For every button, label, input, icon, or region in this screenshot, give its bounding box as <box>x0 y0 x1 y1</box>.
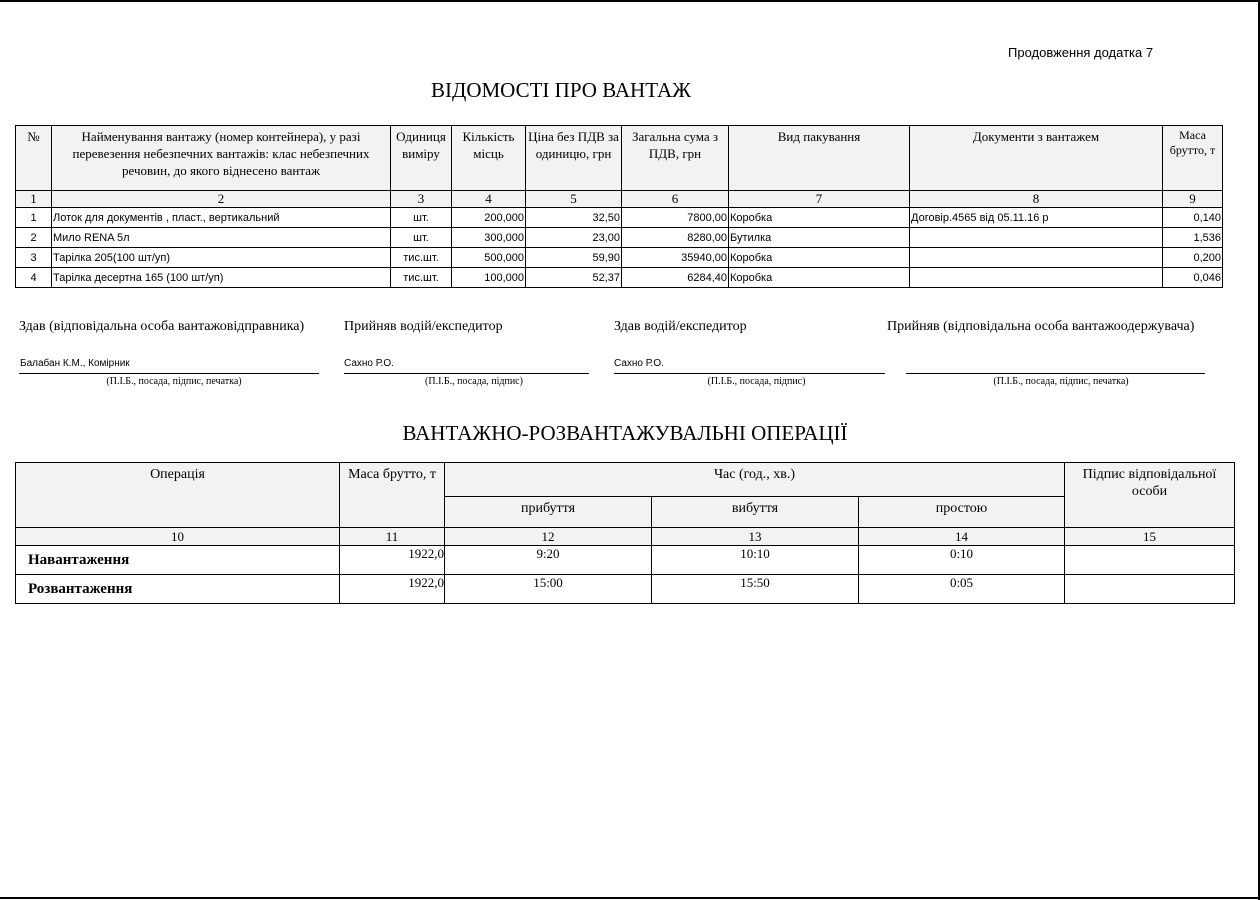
col-number: 15 <box>1065 528 1235 546</box>
signature-label-shipper: Здав (відповідальна особа вантажовідправника) <box>19 319 305 334</box>
operations-table <box>15 462 1235 604</box>
col-header-signature: Підпис відповідальної особи <box>1065 463 1235 528</box>
cell-documents <box>910 268 1163 288</box>
cell-quantity: 200,000 <box>452 208 526 228</box>
cell-departure: 10:10 <box>652 546 859 575</box>
col-header-packaging: Вид пакування <box>729 126 910 191</box>
cell-name: Лоток для документів , пласт., вертикальний <box>52 208 391 228</box>
cell-gross-mass: 1,536 <box>1163 228 1223 248</box>
col-header-number: № <box>16 126 52 191</box>
col-header-total: Загальна сума з ПДВ, грн <box>622 126 729 191</box>
continuation-note: Продовження додатка 7 <box>1008 45 1154 60</box>
col-header-name: Найменування вантажу (номер контейнера), у разі перевезення небезпечних вантажів: клас небезпечних речовин, до якого віднесено вантаж <box>52 126 391 191</box>
cell-unit: тис.шт. <box>391 248 452 268</box>
col-header-quantity: Кількість місць <box>452 126 526 191</box>
col-number: 4 <box>452 191 526 208</box>
cell-total: 7800,00 <box>622 208 729 228</box>
cell-operation: Розвантаження <box>16 575 340 604</box>
operations-section-title: ВАНТАЖНО-РОЗВАНТАЖУВАЛЬНІ ОПЕРАЦІЇ <box>402 421 848 445</box>
signature-label-consignee: Прийняв (відповідальна особа вантажоодержувача) <box>887 319 1195 334</box>
cell-unit: шт. <box>391 208 452 228</box>
signature-line <box>344 373 589 374</box>
cell-gross-mass: 0,140 <box>1163 208 1223 228</box>
cell-packaging: Бутилка <box>729 228 910 248</box>
cell-signature <box>1065 546 1235 575</box>
cargo-header-row <box>16 126 1223 191</box>
col-number: 7 <box>729 191 910 208</box>
signature-line <box>906 373 1205 374</box>
signature-label-driver-accepted: Прийняв водій/експедитор <box>344 319 503 334</box>
col-header-documents: Документи з вантажем <box>910 126 1163 191</box>
table-row <box>16 208 1223 228</box>
cell-documents <box>910 228 1163 248</box>
col-number: 11 <box>340 528 445 546</box>
table-row <box>16 228 1223 248</box>
signature-line <box>614 373 885 374</box>
col-number: 2 <box>52 191 391 208</box>
col-number: 10 <box>16 528 340 546</box>
col-number: 13 <box>652 528 859 546</box>
cell-mass: 1922,0 <box>340 575 445 604</box>
cell-total: 35940,00 <box>622 248 729 268</box>
cell-unit: шт. <box>391 228 452 248</box>
cell-quantity: 300,000 <box>452 228 526 248</box>
cell-documents: Договір.4565 від 05.11.16 р <box>910 208 1163 228</box>
cargo-section-title: ВІДОМОСТІ ПРО ВАНТАЖ <box>431 78 691 102</box>
cell-name: Тарілка 205(100 шт/уп) <box>52 248 391 268</box>
col-number: 1 <box>16 191 52 208</box>
cell-packaging: Коробка <box>729 248 910 268</box>
cell-packaging: Коробка <box>729 268 910 288</box>
cell-name: Тарілка десертна 165 (100 шт/уп) <box>52 268 391 288</box>
cell-price: 52,37 <box>526 268 622 288</box>
signature-caption: (П.І.Б., посада, підпис) <box>425 376 523 387</box>
cell-total: 8280,00 <box>622 228 729 248</box>
col-header-operation: Операція <box>16 463 340 528</box>
cell-total: 6284,40 <box>622 268 729 288</box>
cell-quantity: 100,000 <box>452 268 526 288</box>
col-number: 14 <box>859 528 1065 546</box>
cell-gross-mass: 0,200 <box>1163 248 1223 268</box>
cell-number: 4 <box>16 268 52 288</box>
cell-unit: тис.шт. <box>391 268 452 288</box>
col-header-departure: вибуття <box>652 497 859 528</box>
col-number: 5 <box>526 191 622 208</box>
signature-name-shipper: Балабан К.М., Комірник <box>20 358 130 369</box>
page-border-bottom <box>0 897 1260 899</box>
col-header-price: Ціна без ПДВ за одиницю, грн <box>526 126 622 191</box>
operations-column-numbers <box>16 528 1235 546</box>
col-number: 3 <box>391 191 452 208</box>
col-header-idle: простою <box>859 497 1065 528</box>
operations-header-row <box>16 463 1235 497</box>
signature-caption: (П.І.Б., посада, підпис, печатка) <box>993 376 1129 387</box>
cell-number: 2 <box>16 228 52 248</box>
cell-mass: 1922,0 <box>340 546 445 575</box>
table-row <box>16 248 1223 268</box>
signature-caption: (П.І.Б., посада, підпис) <box>707 376 806 387</box>
table-row <box>16 546 1235 575</box>
cell-price: 23,00 <box>526 228 622 248</box>
cell-price: 59,90 <box>526 248 622 268</box>
cell-number: 3 <box>16 248 52 268</box>
col-header-arrival: прибуття <box>445 497 652 528</box>
signature-line <box>19 373 319 374</box>
cell-arrival: 15:00 <box>445 575 652 604</box>
cargo-table <box>15 125 1223 288</box>
col-header-gross-mass: Маса брутто, т <box>1163 126 1223 191</box>
col-header-time: Час (год., хв.) <box>445 463 1065 497</box>
cell-arrival: 9:20 <box>445 546 652 575</box>
signature-name-driver-accepted: Сахно Р.О. <box>344 358 394 369</box>
col-number: 12 <box>445 528 652 546</box>
table-row <box>16 575 1235 604</box>
page-border-top <box>0 0 1260 2</box>
signature-name-driver-handed: Сахно Р.О. <box>614 358 664 369</box>
cell-price: 32,50 <box>526 208 622 228</box>
cell-packaging: Коробка <box>729 208 910 228</box>
cell-documents <box>910 248 1163 268</box>
col-header-unit: Одиниця виміру <box>391 126 452 191</box>
col-number: 8 <box>910 191 1163 208</box>
cell-idle: 0:10 <box>859 546 1065 575</box>
cell-idle: 0:05 <box>859 575 1065 604</box>
col-header-mass: Маса брутто, т <box>340 463 445 528</box>
cell-signature <box>1065 575 1235 604</box>
cell-name: Мило RENA 5л <box>52 228 391 248</box>
cell-number: 1 <box>16 208 52 228</box>
cargo-column-numbers <box>16 191 1223 208</box>
cell-departure: 15:50 <box>652 575 859 604</box>
cell-gross-mass: 0,046 <box>1163 268 1223 288</box>
signature-caption: (П.І.Б., посада, підпис, печатка) <box>106 376 242 387</box>
signature-label-driver-handed: Здав водій/експедитор <box>614 319 747 334</box>
col-number: 6 <box>622 191 729 208</box>
col-number: 9 <box>1163 191 1223 208</box>
table-row <box>16 268 1223 288</box>
cell-operation: Навантаження <box>16 546 340 575</box>
cell-quantity: 500,000 <box>452 248 526 268</box>
